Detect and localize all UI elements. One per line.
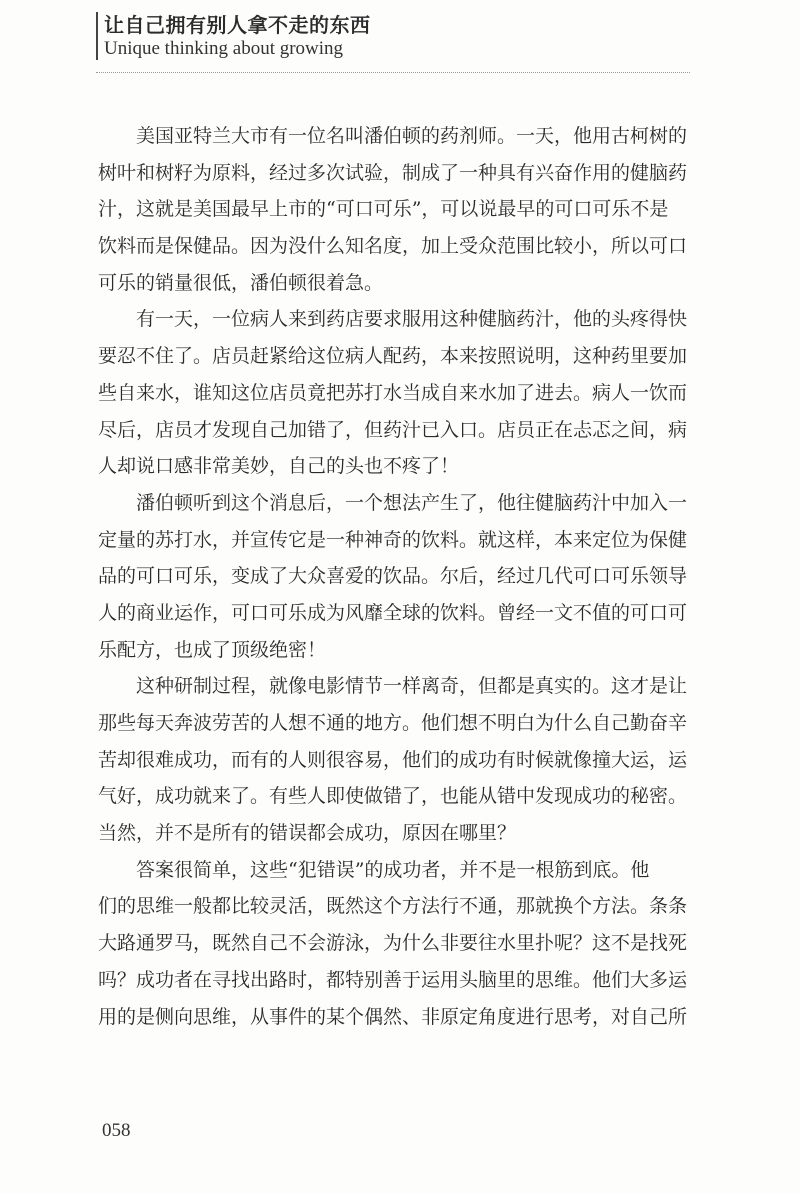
text-line: 要忍不住了。店员赶紧给这位病人配药，本来按照说明，这种药里要加 (98, 345, 688, 368)
text-line: 苦却很难成功，而有的人则很容易，他们的成功有时候就像撞大运，运 (98, 748, 688, 771)
text-line: 答案很简单，这些“犯错误”的成功者，并不是一根筋到底。他 (136, 858, 650, 881)
book-subtitle: Unique thinking about growing (104, 38, 344, 59)
text-line: 品的可口可乐，变成了大众喜爱的饮品。尔后，经过几代可口可乐领导 (98, 565, 688, 588)
running-header (96, 12, 371, 60)
paragraph (98, 668, 698, 851)
text-line: 有一天，一位病人来到药店要求服用这种健脑药汁，他的头疼得快 (136, 308, 688, 331)
book-title: 让自己拥有别人拿不走的东西 (104, 13, 371, 37)
text-line: 气好，成功就来了。有些人即使做错了，也能从错中发现成功的秘密。 (98, 785, 688, 808)
text-line: 美国亚特兰大市有一位名叫潘伯顿的药剂师。一天，他用古柯树的 (136, 125, 688, 147)
text-line: 当然，并不是所有的错误都会成功，原因在哪里？ (98, 822, 517, 845)
paragraph (98, 118, 698, 301)
text-line: 人却说口感非常美妙，自己的头也不疼了！ (98, 455, 460, 478)
text-line: 乐配方，也成了顶级绝密！ (98, 638, 327, 661)
text-line: 尽后，店员才发现自己加错了，但药汁已入口。店员正在忐忑之间，病 (98, 418, 688, 441)
text-line: 定量的苏打水，并宣传它是一种神奇的饮料。就这样，本来定位为保健 (98, 528, 688, 551)
text-line: 可乐的销量很低，潘伯顿很着急。 (98, 271, 384, 294)
text-line: 潘伯顿听到这个消息后，一个想法产生了，他往健脑药汁中加入一 (136, 491, 688, 514)
text-line: 用的是侧向思维，从事件的某个偶然、非原定角度进行思考，对自己所 (98, 1005, 688, 1028)
text-line: 那些每天奔波劳苦的人想不通的地方。他们想不明白为什么自己勤奋辛 (98, 712, 688, 734)
text-line: 饮料而是保健品。因为没什么知名度，加上受众范围比较小，所以可口 (98, 235, 688, 258)
paragraph (98, 485, 698, 668)
text-line: 树叶和树籽为原料，经过多次试验，制成了一种具有兴奋作用的健脑药 (98, 161, 688, 184)
text-line: 这种研制过程，就像电影情节一样离奇，但都是真实的。这才是让 (136, 675, 688, 698)
paragraph (98, 852, 698, 1035)
text-line: 大路通罗马，既然自己不会游泳，为什么非要往水里扑呢？这不是找死 (98, 932, 688, 955)
text-line: 们的思维一般都比较灵活，既然这个方法行不通，那就换个方法。条条 (98, 895, 688, 918)
text-line: 汁，这就是美国最早上市的“可口可乐”，可以说最早的可口可乐不是 (98, 198, 669, 221)
text-line: 人的商业运作，可口可乐成为风靡全球的饮料。曾经一文不值的可口可 (98, 601, 688, 624)
header-divider (96, 72, 690, 73)
text-line: 吗？成功者在寻找出路时，都特别善于运用头脑里的思维。他们大多运 (98, 968, 688, 991)
paragraph (98, 301, 698, 484)
text-line: 些自来水，谁知这位店员竟把苏打水当成自来水加了进去。病人一饮而 (98, 381, 688, 404)
page-number: 058 (102, 1120, 131, 1141)
body-text (98, 118, 698, 1035)
